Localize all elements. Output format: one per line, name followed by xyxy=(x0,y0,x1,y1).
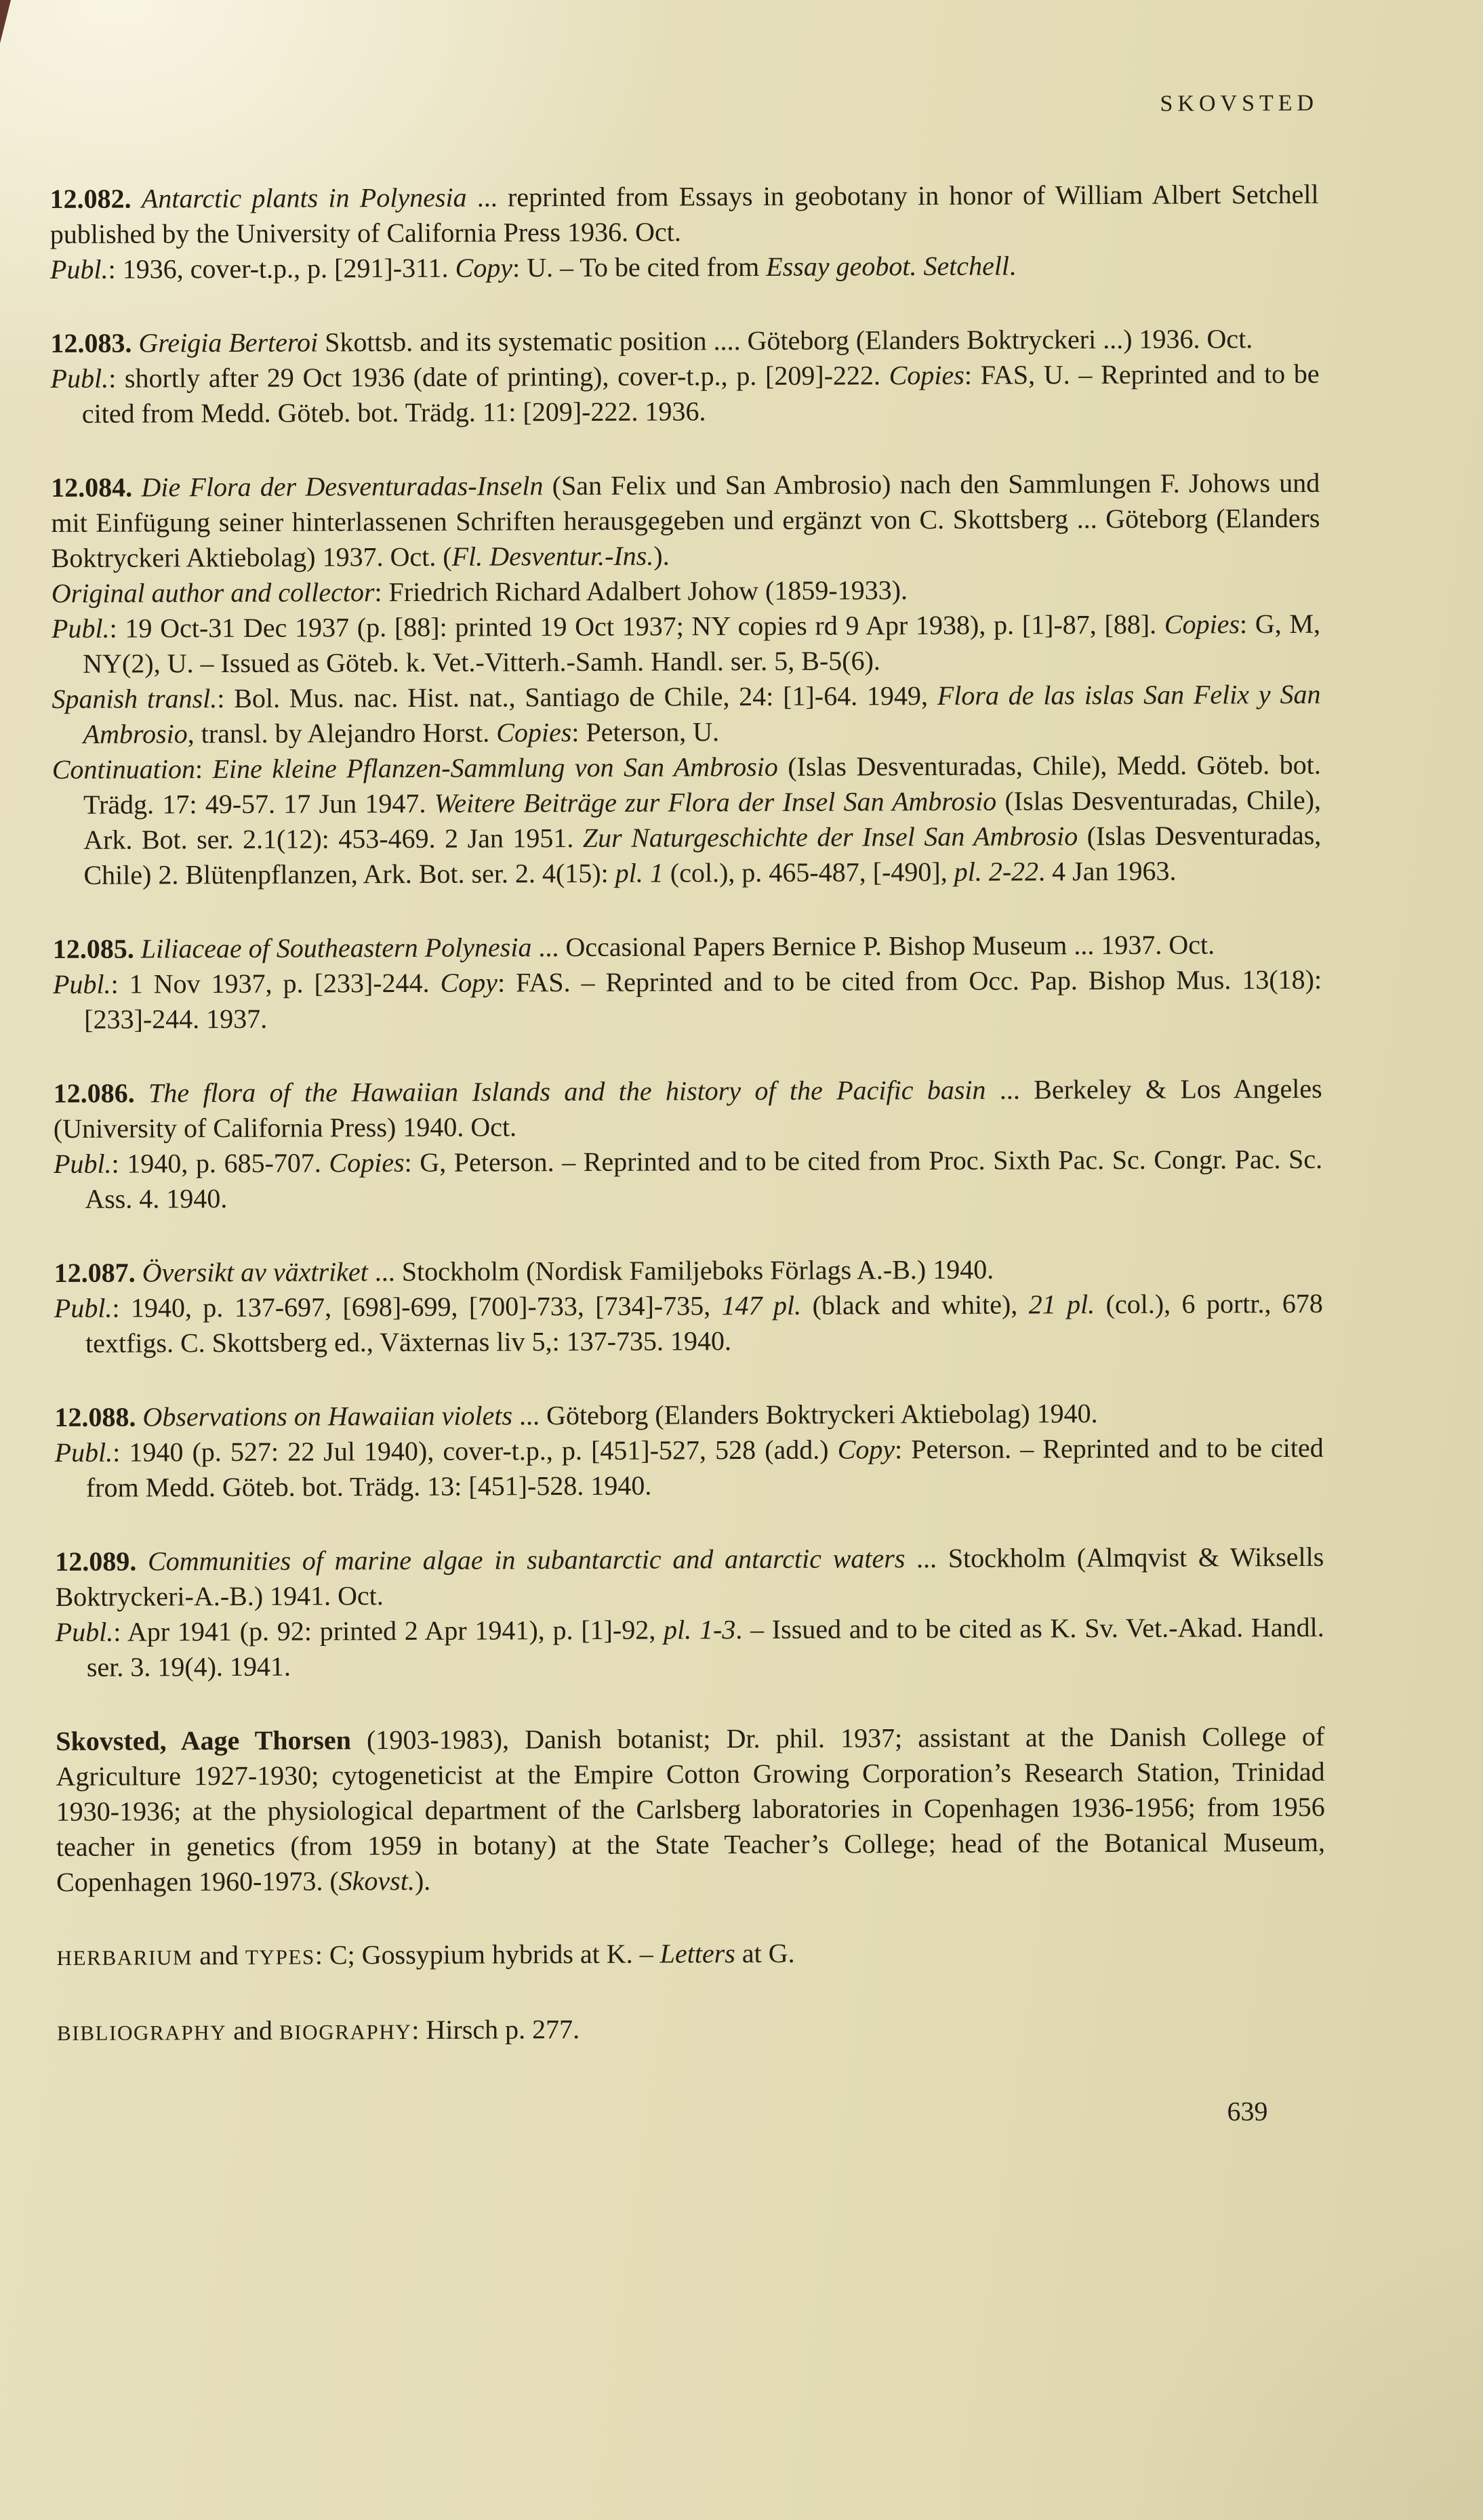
text-run: Antarctic plants in Polynesia xyxy=(141,182,467,214)
biography-skovsted xyxy=(56,1719,1325,1900)
text-run: : 1936, cover-t.p., p. [291]-311. xyxy=(108,252,455,285)
text-run: 12.089. xyxy=(55,1546,148,1577)
text-run: 12.086. xyxy=(53,1077,149,1109)
entry-heading xyxy=(54,1395,1323,1435)
continuation-note xyxy=(52,747,1322,893)
text-run: TYPES xyxy=(245,1945,315,1969)
publication-details xyxy=(54,1286,1323,1361)
text-run: : C; Gossypium hybrids at K. – xyxy=(314,1938,660,1970)
text-run: Översikt av växtriket xyxy=(142,1256,368,1288)
entry-heading xyxy=(51,466,1320,576)
text-run: Skovsted, Aage Thorsen xyxy=(56,1724,352,1756)
entry-12-086 xyxy=(54,1071,1323,1217)
text-run: : 1940, p. 685-707. xyxy=(111,1147,329,1179)
text-run: (col.), 6 portr., 678 textfigs. C. Skottsberg ed., Växternas liv 5,: 137-735. 1940. xyxy=(85,1287,1323,1359)
text-run: Original author and collector xyxy=(51,577,375,608)
text-run: (Islas Desventuradas, Chile), Medd. Göteb. bot. Trädg. 17: 49-57. 17 Jun 1947. xyxy=(83,749,1321,820)
text-run: Copies xyxy=(496,717,572,748)
entry-12-083 xyxy=(50,321,1320,432)
text-run: (col.), p. 465-487, [-490], xyxy=(663,856,954,888)
text-run: Die Flora der Desventuradas-Inseln xyxy=(141,470,544,503)
text-run: ... Berkeley & Los Angeles (University of California Press) 1940. Oct. xyxy=(53,1073,1322,1144)
text-run: Essay geobot. Setchell xyxy=(766,250,1010,282)
text-run: Copy xyxy=(837,1434,895,1465)
text-run: : 1940 (p. 527: 22 Jul 1940), cover-t.p., p. [451]-527, 528 (add.) xyxy=(113,1434,838,1468)
publication-details xyxy=(50,247,1319,287)
text-run: ). xyxy=(414,1865,431,1896)
text-run: : 1940, p. 137-697, [698]-699, [700]-733, [734]-735, xyxy=(112,1290,722,1323)
text-run: and xyxy=(226,2015,280,2046)
text-run: ... Göteborg (Elanders Boktryckeri Aktiebolag) 1940. xyxy=(512,1398,1098,1431)
publication-details xyxy=(51,356,1320,432)
text-run: : 1 Nov 1937, p. [233]-244. xyxy=(110,967,441,999)
entry-12-085 xyxy=(53,927,1322,1037)
text-run: pl. 2-22 xyxy=(954,856,1039,887)
text-run: (Islas Desventuradas, Chile) 2. Blütenpflanzen, Ark. Bot. ser. 2. 4(15): xyxy=(83,819,1322,890)
text-run: Skottsb. and its systematic position .... Göteborg (Elanders Boktryckeri ...) 1936. Oct. xyxy=(318,323,1253,358)
text-run: : FAS, U. – Reprinted and to be cited from Medd. Göteb. bot. Trädg. 11: [209]-222. 1936. xyxy=(81,358,1320,429)
text-run: Publ. xyxy=(50,363,109,394)
scan-corner-artifact xyxy=(0,0,11,43)
text-run: The flora of the Hawaiian Islands and the history of the Pacific basin xyxy=(148,1074,986,1109)
text-run: Publ. xyxy=(49,253,108,285)
text-run: : xyxy=(195,753,213,785)
original-author-note xyxy=(52,571,1320,611)
text-run: at G. xyxy=(735,1937,795,1969)
text-run: 12.084. xyxy=(51,472,142,503)
text-run: . 4 Jan 1963. xyxy=(1038,855,1177,887)
text-run: and xyxy=(192,1939,246,1971)
entry-heading xyxy=(50,321,1319,361)
page-number: 639 xyxy=(1227,2096,1268,2127)
entry-12-088 xyxy=(54,1395,1324,1506)
text-run: Continuation xyxy=(52,753,196,785)
text-run: . xyxy=(1009,250,1017,281)
herbarium-note-text xyxy=(56,1934,1325,1976)
text-run: Copies xyxy=(1164,608,1240,640)
bibliography-note-text xyxy=(57,2009,1326,2051)
text-run: Eine kleine Pflanzen-Sammlung von San Ambrosio xyxy=(212,751,778,785)
text-run: : Peterson. – Reprinted and to be cited from Medd. Göteb. bot. Trädg. 13: [451]-528. 1940. xyxy=(85,1432,1324,1503)
text-run: Copies xyxy=(889,359,964,391)
publication-details xyxy=(53,962,1322,1037)
text-run: Publ. xyxy=(53,1148,112,1179)
text-run: 21 pl. xyxy=(1028,1289,1095,1320)
text-run: (Islas Desventuradas, Chile), Ark. Bot. ser. 2.1(12): 453-469. 2 Jan 1951. xyxy=(83,784,1322,855)
text-run: Observations on Hawaiian violets xyxy=(142,1400,513,1432)
text-run: HERBARIUM xyxy=(56,1945,193,1970)
text-run: Publ. xyxy=(54,1437,113,1468)
entry-12-089 xyxy=(55,1540,1324,1685)
text-run: BIOGRAPHY xyxy=(279,2019,412,2044)
text-run: : Hirsch p. 277. xyxy=(411,2014,580,2045)
text-run: ... Stockholm (Nordisk Familjeboks Förlags A.-B.) 1940. xyxy=(367,1254,994,1287)
entry-heading xyxy=(49,177,1318,252)
text-run: Publ. xyxy=(51,613,110,644)
text-run: Communities of marine algae in subantarctic and antarctic waters xyxy=(147,1543,906,1577)
spanish-translation-note xyxy=(52,677,1320,752)
page-content xyxy=(49,89,1326,2134)
text-run: 12.088. xyxy=(54,1401,143,1432)
text-run: 12.087. xyxy=(54,1257,142,1288)
text-run: : G, Peterson. – Reprinted and to be cited from Proc. Sixth Pac. Sc. Congr. Pac. Sc. Ass. 4. 1940. xyxy=(85,1143,1323,1214)
text-run: Publ. xyxy=(54,1292,113,1323)
text-run: 147 pl. xyxy=(721,1289,802,1321)
text-run: Weitere Beiträge zur Flora der Insel San Ambrosio xyxy=(434,785,997,819)
text-run: : Friedrich Richard Adalbert Johow (1859-1933). xyxy=(374,575,908,608)
text-run: : 19 Oct-31 Dec 1937 (p. [88]: printed 19 Oct 1937; NY copies rd 9 Apr 1938), p. [1]-87, [88]. xyxy=(109,608,1164,644)
text-run: , transl. by Alejandro Horst. xyxy=(187,717,497,749)
text-run: Fl. Desventur.-Ins. xyxy=(451,540,654,572)
text-run: Greigia Berteroi xyxy=(138,327,319,358)
entry-12-084 xyxy=(51,466,1321,893)
text-run: (1903-1983), Danish botanist; Dr. phil. 1937; assistant at the Danish College of Agriculture 1927-1930; cytogeneticist at the Empire Cotton Growing Corporation’s Research Station, Trinidad 1930-1936; at the physiological department of the Carlsberg laboratories in Copenhagen 1936-1956; from 1956 teacher in genetics (from 1959 in botany) at the State Teacher’s College; head of the Botanical Museum, Copenhagen 1960-1973. ( xyxy=(56,1720,1326,1897)
publication-details xyxy=(56,1610,1324,1685)
text-run: : Peterson, U. xyxy=(571,716,720,748)
entry-heading xyxy=(54,1071,1322,1147)
entries-container xyxy=(49,177,1326,2051)
biography-text xyxy=(56,1719,1325,1900)
text-run: pl. 1 xyxy=(615,857,664,888)
text-run: ... Stockholm (Almqvist & Wiksells Boktryckeri-A.-B.) 1941. Oct. xyxy=(55,1541,1324,1612)
text-run: pl. 1-3 xyxy=(663,1614,736,1645)
text-run: Publ. xyxy=(55,1616,114,1647)
publication-details xyxy=(54,1142,1322,1217)
text-run: ). xyxy=(653,540,670,571)
text-run: BIBLIOGRAPHY xyxy=(56,2021,227,2045)
text-run: Liliaceae of Southeastern Polynesia xyxy=(140,932,532,964)
text-run: Copy xyxy=(455,252,513,283)
running-header: SKOVSTED xyxy=(1160,90,1319,117)
text-run: 12.082. xyxy=(49,183,142,214)
entry-heading xyxy=(54,1251,1323,1291)
text-run: Copy xyxy=(440,967,498,998)
entry-12-087 xyxy=(54,1251,1324,1361)
text-run: Letters xyxy=(659,1938,735,1969)
text-run: Copies xyxy=(329,1147,405,1178)
text-run: Spanish transl. xyxy=(52,683,218,714)
text-run: ... Occasional Papers Bernice P. Bishop Museum ... 1937. Oct. xyxy=(531,929,1215,963)
text-run: Skovst. xyxy=(338,1865,415,1897)
entry-12-082 xyxy=(49,177,1319,287)
text-run: Flora de las islas San Felix y San Ambrosio xyxy=(83,678,1321,749)
text-run: 12.085. xyxy=(52,933,141,964)
text-run: (black and white), xyxy=(801,1289,1029,1321)
text-run: 12.083. xyxy=(50,327,139,358)
text-run: : Apr 1941 (p. 92: printed 2 Apr 1941), p. [1]-92, xyxy=(113,1614,664,1647)
note-herbarium-types xyxy=(56,1934,1325,1976)
entry-heading xyxy=(53,927,1322,967)
publication-details xyxy=(55,1430,1324,1506)
text-run: : FAS. – Reprinted and to be cited from Occ. Pap. Bishop Mus. 13(18): [233]-244. 1937. xyxy=(84,964,1322,1035)
text-run: : U. – To be cited from xyxy=(512,251,767,283)
text-run: : G, M, NY(2), U. – Issued as Göteb. k. Vet.-Vitterh.-Samh. Handl. ser. 5, B-5(6). xyxy=(83,608,1321,679)
text-run: ... reprinted from Essays in geobotany in honor of William Albert Setchell published by the University of California Press 1936. Oct. xyxy=(49,178,1319,249)
entry-heading xyxy=(55,1540,1324,1615)
publication-details xyxy=(52,606,1320,682)
text-run: : shortly after 29 Oct 1936 (date of printing), cover-t.p., p. [209]-222. xyxy=(108,360,889,394)
text-run: (San Felix und San Ambrosio) nach den Sammlungen F. Johows und mit Einfügung seiner hinterlassenen Schriften herausgegeben und ergänzt von C. Skottsberg ... Göteborg (Elanders Boktryckeri Aktiebolag) 1937. Oct. ( xyxy=(51,467,1320,573)
text-run: Zur Naturgeschichte der Insel San Ambrosio xyxy=(582,821,1078,853)
text-run: . – Issued and to be cited as K. Sv. Vet.-Akad. Handl. ser. 3. 19(4). 1941. xyxy=(86,1611,1324,1682)
note-bibliography-biography xyxy=(57,2009,1326,2051)
text-run: Publ. xyxy=(52,968,111,999)
text-run: : Bol. Mus. nac. Hist. nat., Santiago de Chile, 24: [1]-64. 1949, xyxy=(217,680,937,714)
